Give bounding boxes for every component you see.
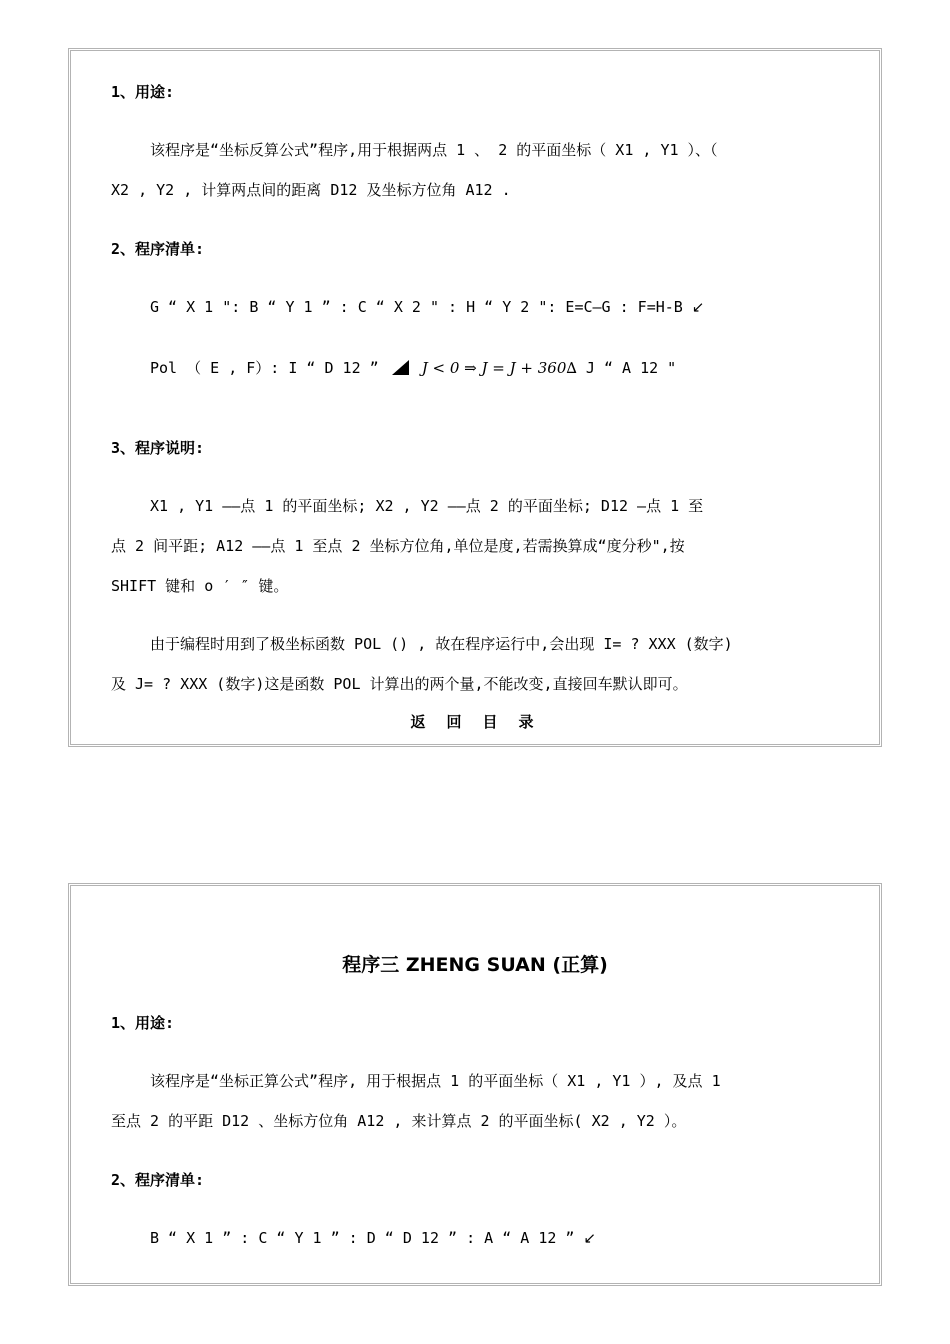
enter-arrow-icon-2: ↙ xyxy=(583,1229,597,1247)
code2-line-1 xyxy=(150,1228,839,1248)
explain-heading: 3、程序说明: xyxy=(111,439,205,457)
usage-heading: 1、用途: xyxy=(111,83,175,101)
program-list-heading: 2、程序清单: xyxy=(111,240,205,258)
code-line-2-part-a: Pol （ E , F）: I “ D 12 ” xyxy=(150,359,379,377)
code-line-2-part-b: J “ A 12 " xyxy=(585,359,677,377)
explain-line-2: 点 2 间平距; A12 ——点 1 至点 2 坐标方位角,单位是度,若需换算成“度分秒",按 xyxy=(111,537,685,555)
note-line-2: 及 J= ? XXX (数字)这是函数 POL 计算出的两个量,不能改变,直接回车默认即可。 xyxy=(111,675,688,693)
usage2-text-line-2: 至点 2 的平距 D12 、坐标方位角 A12 , 来计算点 2 的平面坐标( X2 , Y2 ）。 xyxy=(111,1112,687,1130)
explain-line-1: X1 , Y1 ——点 1 的平面坐标; X2 , Y2 ——点 2 的平面坐标; D12 —点 1 至 xyxy=(150,497,704,515)
code-line-2-formula: J < 0 ⇒ J = J + 360∆ xyxy=(421,359,577,377)
program-title: 程序三 ZHENG SUAN (正算) xyxy=(342,954,608,976)
code-line-1-text: G “ X 1 ": B “ Y 1 ” : C “ X 2 " : H “ Y 2 ": E=C—G : F=H-B xyxy=(150,298,683,316)
explain-line-3: SHIFT 键和 o ′ ″ 键。 xyxy=(111,577,289,595)
usage-text-line-2: X2 , Y2 , 计算两点间的距离 D12 及坐标方位角 A12 . xyxy=(111,181,511,199)
code-line-2 xyxy=(150,358,839,378)
code-line-1 xyxy=(150,297,839,317)
program-list-heading-2: 2、程序清单: xyxy=(111,1171,205,1189)
usage-heading-2: 1、用途: xyxy=(111,1014,175,1032)
program-block-1 xyxy=(68,48,882,747)
enter-arrow-icon: ↙ xyxy=(691,298,705,316)
display-triangle-icon xyxy=(392,360,409,375)
code2-line-1-text: B “ X 1 ” : C “ Y 1 ” : D “ D 12 ” : A “ A 12 ” xyxy=(150,1229,575,1247)
usage-text-line-1: 该程序是“坐标反算公式”程序,用于根据两点 1 、 2 的平面坐标（ X1 , Y1 ）、（ xyxy=(150,141,718,159)
note-line-1: 由于编程时用到了极坐标函数 POL () , 故在程序运行中,会出现 I= ? XXX (数字) xyxy=(150,635,733,653)
return-to-contents-link[interactable]: 返 回 目 录 xyxy=(410,713,540,731)
program-block-2 xyxy=(68,883,882,1286)
usage2-text-line-1: 该程序是“坐标正算公式”程序, 用于根据点 1 的平面坐标（ X1 , Y1 ）, 及点 1 xyxy=(150,1072,721,1090)
